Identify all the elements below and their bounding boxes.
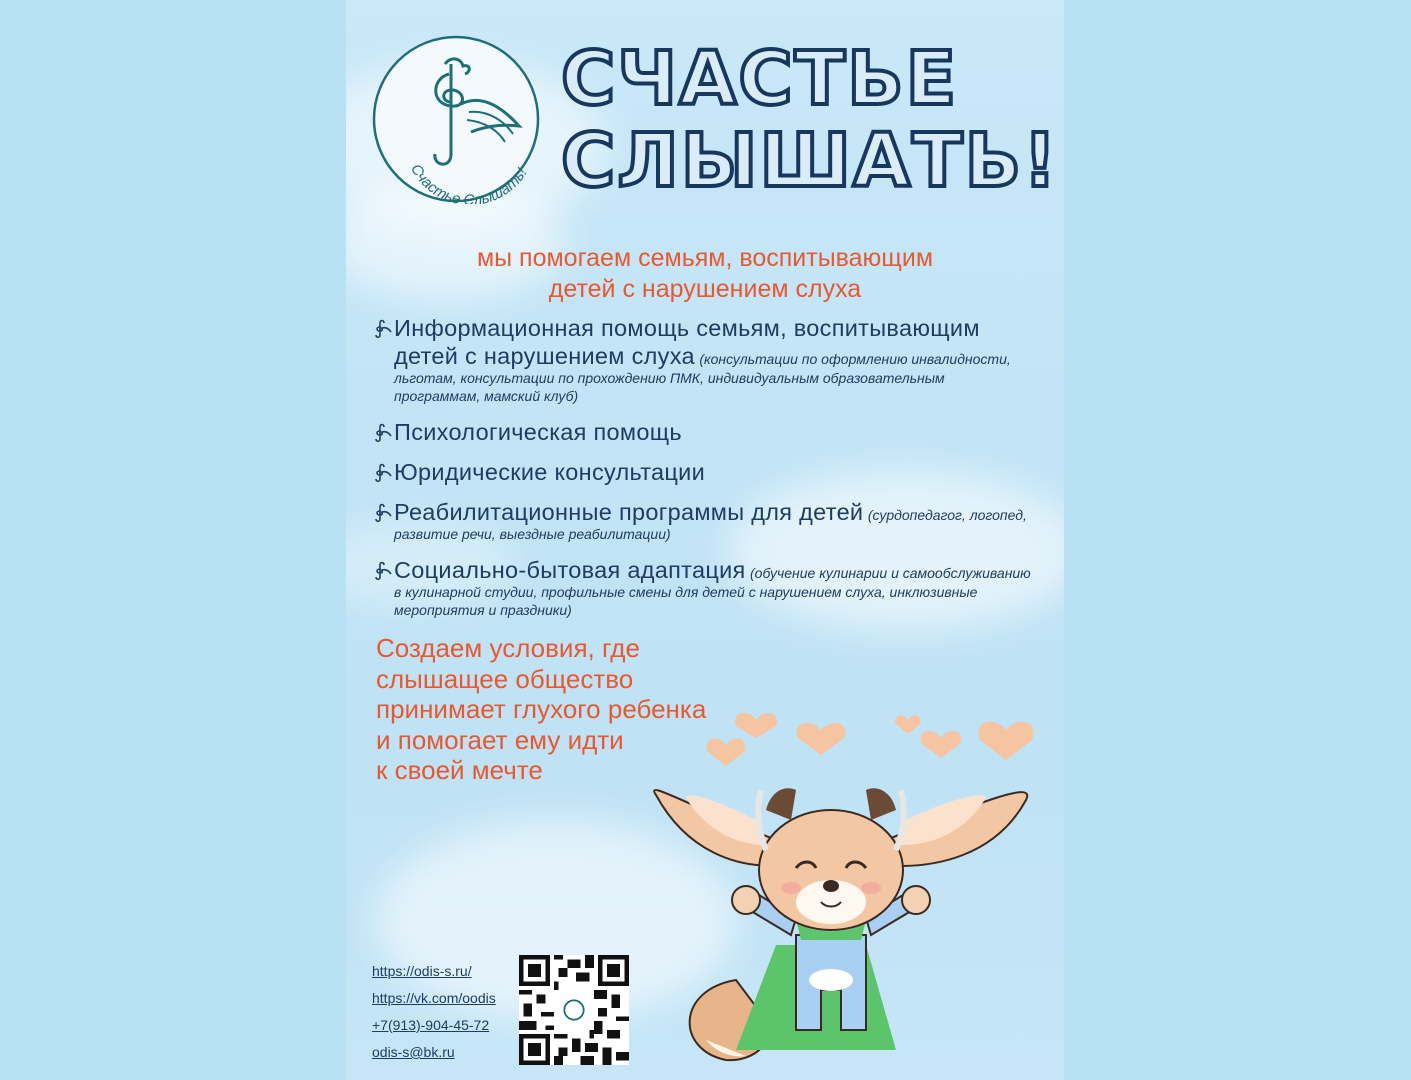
logo-icon (371, 34, 541, 204)
qr-code (519, 955, 629, 1065)
service-note: (обучение кулинарии и самообслуживанию в кулинарной студии, профильные смены для детей с нарушением слуха, инклюзивные мероприятия и праздники) (394, 565, 1031, 618)
service-note: (консультации по оформлению инвалидности, льготам, консультации по прохождению ПМК, индивидуальным образовательным программам, мамский клуб) (394, 351, 1011, 404)
service-title: Информационная помощь семьям, воспитывающим детей с нарушением слуха (394, 315, 980, 369)
treble-clef-bird-icon (374, 503, 392, 523)
service-note: (сурдопедагог, логопед, развитие речи, выездные реабилитации) (394, 507, 1027, 542)
service-title: Реабилитационные программы для детей (394, 499, 864, 525)
title-line-1: СЧАСТЬЕ (561, 36, 959, 122)
subtitle-line-1: мы помогаем семьям, воспитывающим (476, 244, 934, 272)
treble-clef-bird-icon (374, 423, 392, 443)
phone-link[interactable]: +7(913)-904-45-72 (372, 1017, 490, 1033)
treble-clef-bird-icon (374, 319, 392, 339)
subtitle-line-2: детей с нарушением слуха (548, 275, 862, 303)
service-item (374, 556, 1034, 620)
service-item (374, 458, 1034, 486)
treble-clef-bird-icon (374, 561, 392, 581)
fox-mascot (646, 690, 1064, 1080)
motto-line: принимает глухого ребенка (376, 694, 707, 724)
services-list (374, 314, 1034, 632)
motto-line: к своей мечте (376, 755, 543, 785)
service-title: Юридические консультации (394, 459, 706, 485)
website-link[interactable]: https://odis-s.ru/ (372, 963, 472, 979)
service-item (374, 498, 1034, 544)
motto-line: Создаем условия, где (376, 633, 640, 663)
treble-clef-bird-icon (374, 463, 392, 483)
motto-line: слышащее общество (376, 663, 634, 694)
poster (346, 0, 1064, 1080)
contacts (372, 960, 496, 1068)
title-line-2: СЛЫШАТЬ! (561, 118, 1059, 204)
motto-line: и помогает ему идти (376, 724, 624, 755)
logo-text: Счастье Слышать! (407, 161, 531, 204)
email-link[interactable]: odis-s@bk.ru (372, 1044, 455, 1060)
service-title: Психологическая помощь (394, 419, 682, 445)
subtitle (346, 243, 1064, 305)
service-title: Социально-бытовая адаптация (394, 557, 746, 583)
service-item (374, 418, 1034, 446)
service-item (374, 314, 1034, 406)
vk-link[interactable]: https://vk.com/oodis (372, 990, 496, 1006)
